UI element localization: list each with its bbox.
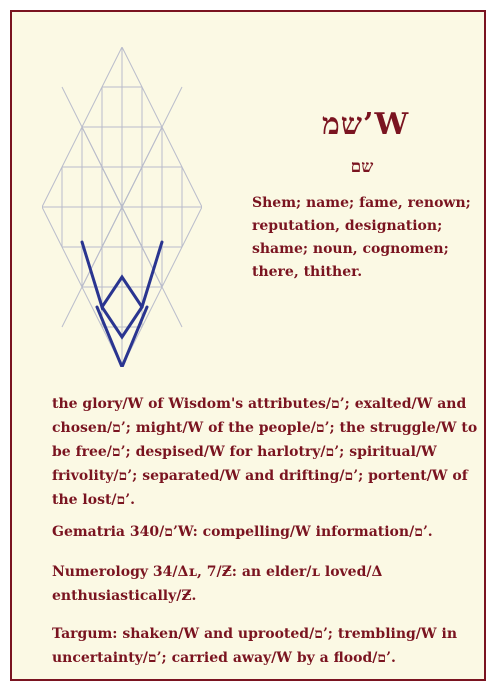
definition-text: Shem; name; fame, renown; reputation, designation; shame; noun, cognomen; there, thither. — [252, 195, 471, 280]
hebrew-word: שם — [350, 157, 374, 177]
shin-stroke-right — [142, 242, 162, 307]
letter-card — [10, 10, 486, 681]
numerology-paragraph: Numerology 34/Δʟ, 7/Ƶ: an elder/ʟ loved/Δ enthusiastically/Ƶ. — [52, 564, 383, 604]
targum-paragraph: Targum: shaken/W and uprooted/ם’; trembling/W in uncertainty/ם’; carried away/W by a flood/ם’. — [52, 626, 458, 666]
shin-stroke-left — [82, 242, 142, 307]
gematria-paragraph: Gematria 340/ם’W: compelling/W information/ם’. — [52, 524, 433, 540]
diamond-grid-figure — [42, 47, 202, 367]
glory-paragraph: the glory/W of Wisdom's attributes/ם’; exalted/W and chosen/ם’; might/W of the people/ם’; the struggle/W to be free/ם’; despised/W for harlotry/ם’; spiritual/W frivolity/ם’; separated/W and drifting/ם’; portent/W of the lost/ם’. — [52, 396, 478, 508]
diamond-grid — [42, 47, 202, 367]
glyph-title: שמ’W — [322, 107, 410, 142]
